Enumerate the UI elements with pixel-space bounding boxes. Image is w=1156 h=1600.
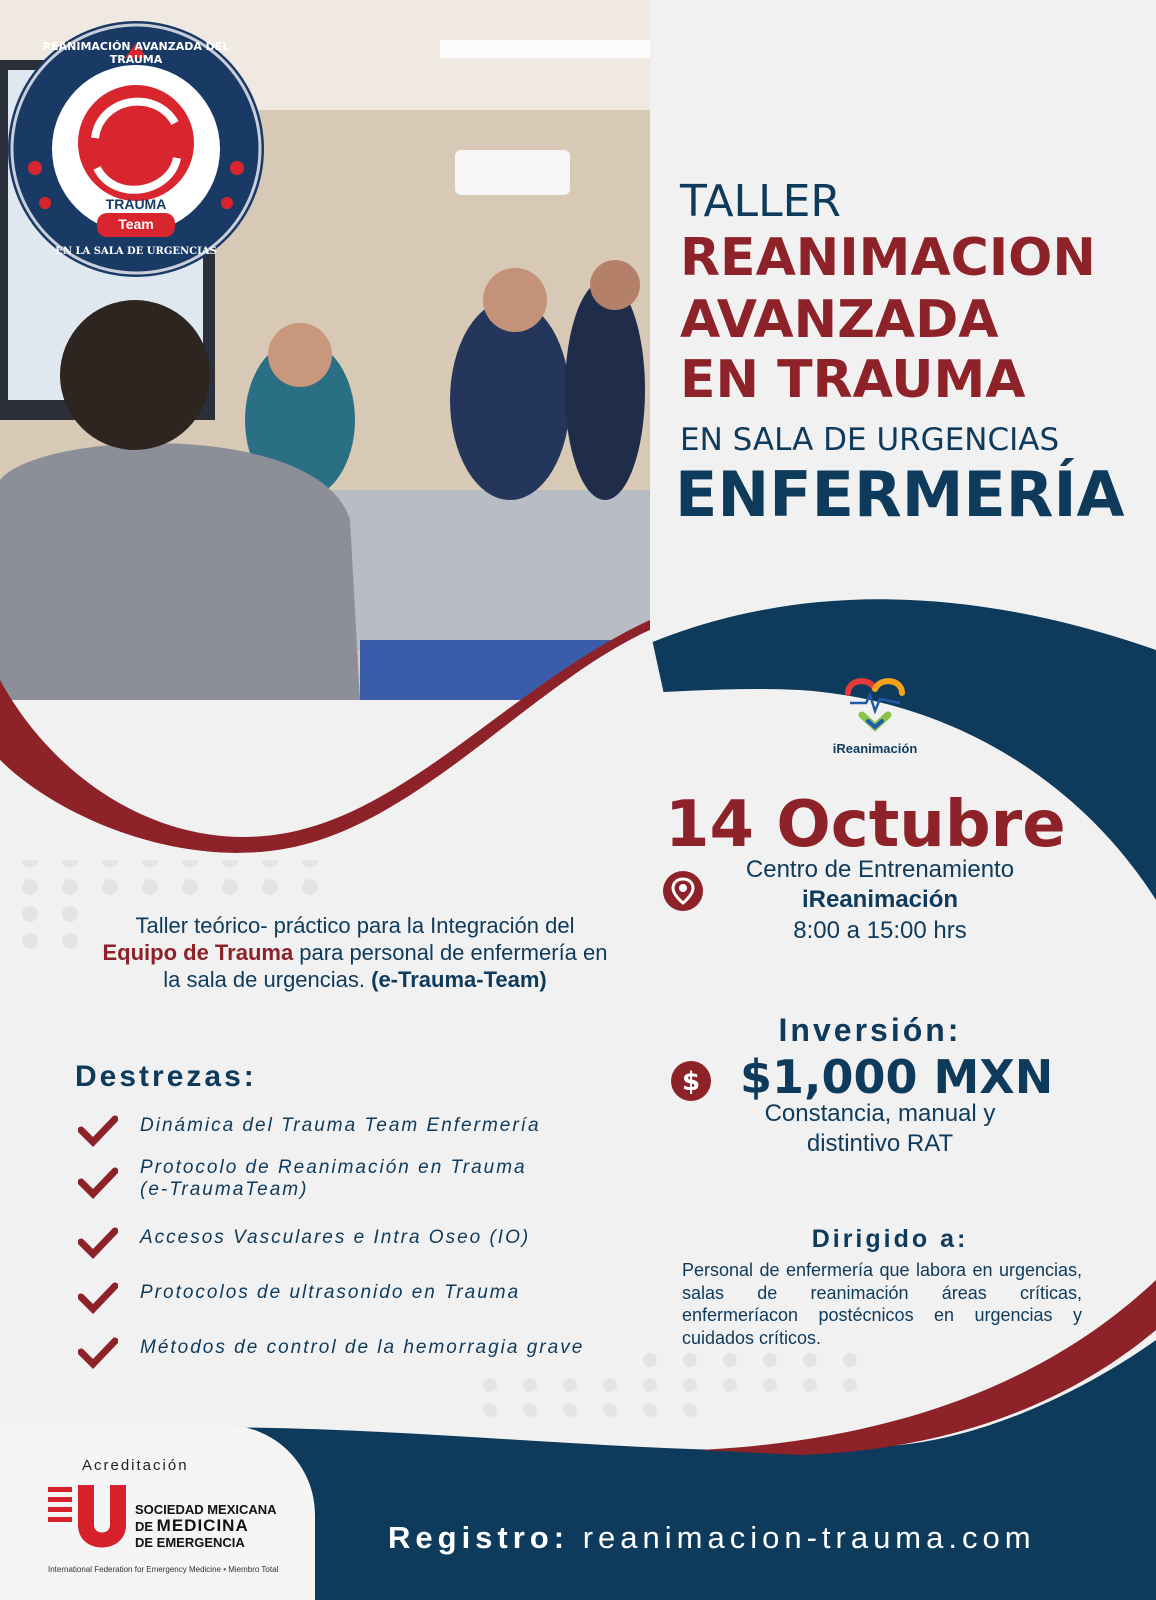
org-line2b: MEDICINA xyxy=(156,1516,249,1535)
registration-label: Registro: xyxy=(388,1520,570,1555)
title-en-trauma: EN TRAUMA xyxy=(680,350,1026,410)
check-icon xyxy=(78,1337,118,1369)
accreditation-label: Acreditación xyxy=(82,1457,189,1474)
map-pin-icon xyxy=(662,870,704,912)
registration-url[interactable]: reanimacion-trauma.com xyxy=(582,1520,1036,1555)
investment-title: Inversión: xyxy=(778,1012,962,1048)
intro-paragraph xyxy=(60,912,650,993)
smme-logo-icon xyxy=(48,1485,128,1551)
title-avanzada: AVANZADA xyxy=(680,290,999,350)
intro-bold: Equipo de Trauma xyxy=(102,940,294,965)
intro-part3: la sala de urgencias. xyxy=(163,967,372,992)
badge-center-title: TRAUMA xyxy=(105,196,167,212)
org-line2a: DE xyxy=(135,1519,157,1534)
badge-ring-text: REANIMACIÓN AVANZADA DEL TRAUMA xyxy=(42,40,230,66)
check-icon xyxy=(78,1167,118,1199)
intro-part2: para personal de enfermería en xyxy=(293,940,608,965)
skill-text: Métodos de control de la hemorragia grave xyxy=(140,1337,585,1358)
skill-text: Protocolo de Reanimación en Trauma xyxy=(140,1157,527,1178)
org-line3: DE EMERGENCIA xyxy=(135,1535,245,1550)
check-icon xyxy=(78,1282,118,1314)
ireanimacion-logo xyxy=(820,675,930,775)
investment-price: $1,000 MXN xyxy=(740,1050,1054,1104)
skill-item xyxy=(78,1157,648,1201)
title-reanimacion: REANIMACION xyxy=(680,228,1096,288)
location-line1: Centro de Entrenamiento xyxy=(745,856,1015,883)
intro-part1: Taller teórico- práctico para la Integración del xyxy=(135,913,575,938)
skill-item xyxy=(78,1282,648,1314)
investment-includes-1: Constancia, manual y xyxy=(764,1100,996,1127)
event-hours: 8:00 a 15:00 hrs xyxy=(793,917,967,944)
badge-center-sub: Team xyxy=(118,216,154,232)
title-taller: TALLER xyxy=(680,176,841,227)
skill-item xyxy=(78,1227,648,1259)
registration xyxy=(388,1520,1036,1556)
skill-text: Accesos Vasculares e Intra Oseo (IO) xyxy=(140,1227,531,1248)
intro-tag: (e-Trauma-Team) xyxy=(371,967,547,992)
audience-title: Dirigido a: xyxy=(811,1225,969,1253)
skills-title: Destrezas: xyxy=(75,1060,257,1093)
accreditation-card xyxy=(0,1425,315,1600)
skill-item xyxy=(78,1337,658,1369)
heart-pulse-icon xyxy=(840,675,910,737)
brand-name: iReanimación xyxy=(832,741,918,756)
photo-wave-overlay xyxy=(0,560,700,860)
audience-text: Personal de enfermería que labora en urgencias, salas de reanimación áreas críticas, enfermeríacon postécnicos en urgencias y cuidados críticos. xyxy=(682,1260,1082,1348)
check-icon xyxy=(78,1115,118,1147)
event-date: 14 Octubre xyxy=(665,788,1066,862)
trauma-team-badge xyxy=(5,18,267,280)
org-footer: International Federation for Emergency Medicine • Miembro Total xyxy=(48,1565,279,1574)
skill-text: Protocolos de ultrasonido en Trauma xyxy=(140,1282,521,1303)
skill-text: Dinámica del Trauma Team Enfermería xyxy=(140,1115,541,1136)
badge-ring-bottom: EN LA SALA DE URGENCIAS xyxy=(55,246,217,257)
check-icon xyxy=(78,1227,118,1259)
skill-text-2: (e-TraumaTeam) xyxy=(140,1179,309,1200)
title-sala-urgencias: EN SALA DE URGENCIAS xyxy=(680,422,1060,458)
title-enfermeria: ENFERMERÍA xyxy=(675,458,1125,531)
dollar-icon xyxy=(670,1060,712,1102)
location-line2: iReanimación xyxy=(801,886,959,913)
org-line2 xyxy=(135,1518,277,1535)
investment-includes-2: distintivo RAT xyxy=(806,1130,954,1157)
skill-item xyxy=(78,1115,648,1147)
org-line1: SOCIEDAD MEXICANA xyxy=(135,1502,277,1517)
svg-text:$: $ xyxy=(681,1067,701,1097)
